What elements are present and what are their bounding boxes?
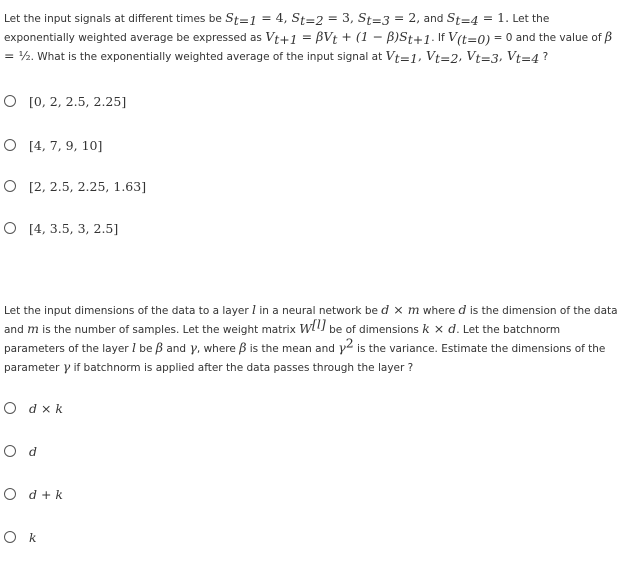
math-symbol: V [425, 48, 435, 63]
math-formula: k × d [422, 321, 457, 336]
math-symbol: V [466, 48, 476, 63]
q2-option-3[interactable] [4, 484, 63, 504]
question-text-segment: Let the exponentially weighted average be expressed as [4, 13, 550, 44]
math-symbol: S [291, 10, 301, 25]
radio-button[interactable] [4, 139, 16, 151]
math-formula: = βV [297, 29, 333, 44]
question-text-segment: if batchnorm is applied after the data passes through the layer ? [70, 362, 414, 374]
math-symbol: β [155, 340, 163, 355]
math-separator: , [418, 48, 426, 63]
question-text-segment: Let the input signals at different times be [4, 13, 226, 25]
question-text-segment: is the variance. Estimate the dimensions of the parameter [4, 343, 606, 374]
math-symbol: S [446, 10, 456, 25]
radio-button[interactable] [4, 445, 16, 457]
math-symbol: γ [189, 340, 197, 355]
math-subscript: t=2 [435, 51, 459, 67]
question-1 [4, 9, 618, 66]
math-value: = 4, [257, 10, 292, 25]
math-fraction: ½ [18, 48, 31, 63]
math-subscript: t+1 [274, 32, 298, 48]
math-subscript: (t=0) [457, 32, 491, 48]
question-text-segment: . What is the exponentially weighted average of the input signal at [30, 51, 386, 63]
q2-option-2[interactable] [4, 441, 37, 461]
math-separator: , [498, 48, 507, 63]
math-superscript: 2 [345, 335, 354, 351]
math-symbol: V [385, 48, 395, 63]
option-label: [0, 2, 2.5, 2.25] [29, 93, 127, 109]
math-subscript: t=2 [300, 13, 324, 29]
math-subscript: t=4 [455, 13, 479, 29]
math-subscript: t=1 [233, 13, 258, 29]
question-2-text [4, 301, 618, 377]
math-formula: d × m [381, 302, 420, 317]
q1-option-4[interactable] [4, 218, 118, 238]
question-text-segment: . Let the batchnorm parameters of the layer [4, 324, 561, 355]
math-symbol: S [357, 10, 367, 25]
math-separator: , [458, 48, 467, 63]
q2-option-4[interactable] [4, 527, 37, 547]
radio-button[interactable] [4, 180, 16, 192]
q1-option-1[interactable] [4, 91, 126, 111]
math-value: = 1. [478, 10, 510, 25]
question-text-segment: and [163, 343, 190, 355]
math-symbol: V [448, 29, 458, 44]
math-symbol: m [27, 321, 39, 336]
radio-button[interactable] [4, 402, 16, 414]
question-text-segment: where [419, 305, 459, 317]
question-text-segment: , where [196, 343, 240, 355]
radio-button[interactable] [4, 95, 16, 107]
math-symbol: γ [62, 359, 71, 374]
q1-option-2[interactable] [4, 135, 102, 155]
radio-button[interactable] [4, 531, 16, 543]
q2-option-1[interactable] [4, 398, 63, 418]
question-2 [4, 301, 618, 377]
math-symbol: d [458, 302, 467, 317]
math-subscript: t=3 [475, 51, 499, 67]
option-label: d × k [29, 400, 63, 416]
option-label: d + k [29, 486, 63, 502]
question-text-segment: is the number of samples. Let the weight matrix [38, 324, 300, 336]
question-text-segment: . If [431, 32, 449, 44]
math-symbol: V [265, 29, 275, 44]
question-1-text [4, 9, 618, 66]
option-label: k [29, 529, 37, 545]
math-symbol: γ [338, 340, 346, 355]
math-symbol: l [252, 302, 257, 317]
option-label: [2, 2.5, 2.25, 1.63] [29, 178, 147, 194]
question-text-segment: and [420, 13, 447, 25]
math-superscript: [l] [312, 316, 326, 332]
option-label: d [29, 443, 38, 459]
math-subscript: t [332, 32, 338, 48]
radio-button[interactable] [4, 488, 16, 500]
math-subscript: t=3 [366, 13, 390, 29]
option-label: [4, 3.5, 3, 2.5] [29, 220, 119, 236]
question-text-segment: be of dimensions [325, 324, 423, 336]
math-formula: + (1 − β)S [337, 29, 408, 44]
math-symbol: S [225, 10, 234, 25]
question-text-segment: is the mean and [246, 343, 339, 355]
math-symbol: W [299, 321, 312, 336]
option-label: [4, 7, 9, 10] [29, 137, 103, 153]
question-text-segment: be [135, 343, 156, 355]
math-value: = 3, [323, 10, 358, 25]
math-symbol: l [131, 340, 136, 355]
math-symbol: β [239, 340, 247, 355]
question-text-segment: is the dimension of the data and [4, 305, 618, 336]
question-text-segment: in a neural network be [256, 305, 382, 317]
math-symbol: V [506, 48, 516, 63]
math-subscript: t+1 [407, 32, 432, 48]
radio-button[interactable] [4, 222, 16, 234]
question-text-segment: ? [539, 51, 549, 63]
math-formula: β = [4, 29, 613, 63]
question-text-segment: Let the input dimensions of the data to a layer [4, 305, 253, 317]
question-text-segment: = 0 and the value of [490, 32, 605, 44]
math-subscript: t=4 [515, 51, 540, 67]
q1-option-3[interactable] [4, 176, 146, 196]
math-value: = 2, [389, 10, 421, 25]
math-subscript: t=1 [394, 51, 419, 67]
